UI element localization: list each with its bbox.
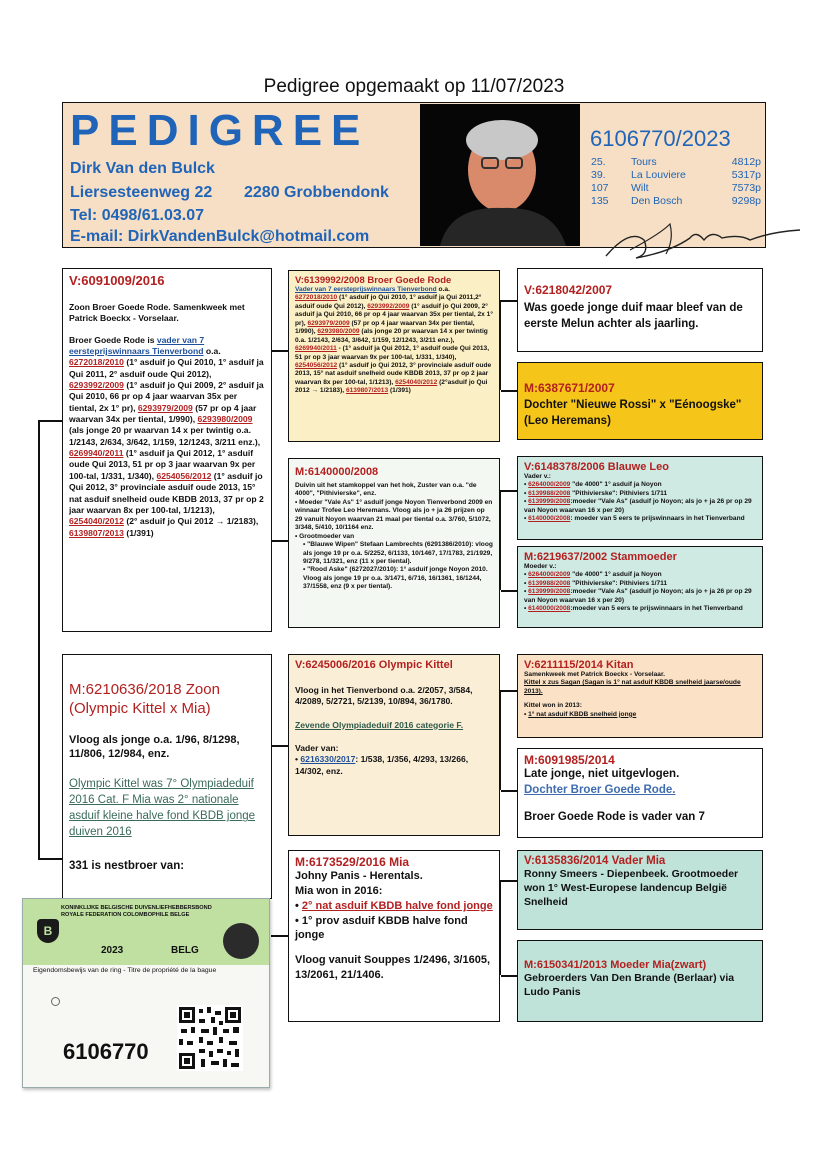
ff-link[interactable]: Vader van 7 eersteprijswinnaars Tienverbond (295, 286, 437, 293)
ffm-title: M:6387671/2007 (524, 381, 615, 395)
result-race: La Louviere (631, 169, 686, 182)
mmm-title: M:6150341/2013 Moeder Mia(zwart) (524, 959, 707, 971)
fm-box (288, 458, 500, 628)
fff-box (517, 268, 763, 352)
ring-link[interactable]: 6272018/2010 (295, 294, 338, 302)
fm-intro: Duivin uit het stamkoppel van het hok, Zuster van o.a. "de 4000", "Pithivierske", enz. (295, 482, 477, 498)
pedigree-logo: PEDIGREE (70, 106, 370, 155)
mmm-text: Gebroerders Van Den Brande (Berlaar) via Ludo Panis (524, 972, 735, 999)
fmm-box (517, 546, 763, 628)
fff-title: V:6218042/2007 (524, 283, 613, 297)
mf-father-of: Vader van: (295, 743, 339, 754)
item-text: :moeder "Vale As" (asduif jo Noyon; als jo + ja 26 pr op 29 van Noyon waarvan 16 x per 20) (524, 498, 752, 514)
ring-link[interactable]: 6272018/2010 (69, 357, 124, 368)
ring-link[interactable]: 6293979/2009 (307, 319, 350, 327)
ring-link[interactable]: 6254040/2012 (395, 378, 438, 386)
ring-link[interactable]: 6269940/2011 (69, 448, 124, 459)
mmm-box (517, 940, 763, 1022)
mmf-title: V:6135836/2014 Vader Mia (524, 855, 666, 867)
ring-link[interactable]: 6293980/2009 (197, 414, 253, 425)
fmf-item: • 6139999/2008:moeder "Vale As" (asduif jo Noyon; als jo + ja 26 pr op 29 van Noyon waarvan 16 x per 20) (524, 498, 752, 514)
card-year: 2023 (101, 945, 124, 956)
mother-link[interactable]: Olympic Kittel was 7° Olympiadeduif 2016 Cat. F Mia was 2° nationale asduif kleine halve fond KBDB jonge duiven 2016 (69, 778, 256, 839)
mm-line: Mia won in 2016: (295, 884, 383, 897)
ring-link[interactable]: 6140000/2008 (528, 605, 571, 613)
result-dist: 5317p (731, 169, 761, 182)
ffm-text: Dochter "Nieuwe Rossi" x "Eénoogske" (Leo Heremans) (524, 399, 742, 427)
mff-box (517, 654, 763, 738)
father-intro: Zoon Broer Goede Rode. Samenkweek met Patrick Boeckx - Vorselaar. (69, 302, 245, 324)
card-seal-icon (223, 923, 259, 959)
mff-link[interactable]: (Sagan is 1° nat asduif KBDB snelheid jaarse/oude 2013). (524, 679, 741, 695)
father-text (69, 335, 265, 539)
item-text: "Pithivierske": Pithiviers 1/711 (570, 579, 668, 587)
ring-text: (1° asduif ja Qui 2012, 1° asduif oude Qui 2013, 51 pr op 3 jaar waarvan 9x per 100-tal, 1/331, 1/340), (69, 448, 256, 481)
mf-olymp[interactable]: Zevende Olympiadeduif 2016 categorie F. (295, 719, 464, 730)
mother-box (62, 654, 272, 899)
result-place: 107 (591, 182, 609, 195)
mother-title: M:6210636/2018 Zoon (Olympic Kittel x Mia) (69, 681, 220, 717)
ring-text: (1° asduif jo Qui 2012, 3° provinciale asduif oude 2013, 15° nat asduif snelheid oude KBDB 2013, 37 pr op 2 jaar waarvan 8x per 100-tal, 1/1213), (295, 361, 492, 386)
fmf-item: • 6264000/2009 "de 4000" 1° asduif ja Noyon (524, 481, 662, 489)
mf-ring: • 6216330/2017: 1/538, 1/356, 4/293, 13/266, 14/302, enz. (295, 754, 469, 776)
connector-line (38, 858, 62, 860)
ring-link[interactable]: 6139988/2008 (528, 579, 571, 587)
ring-text: (1/391) (123, 527, 154, 538)
ring-text: (2°asduif jo Qui 2012 → 1/2183), (295, 378, 488, 395)
fm-bullet: • Moeder "Vale As" 1° asduif jonge Noyon Tienverbond 2009 en winnaar Trofee Leo Heremans. Vloog als jo + ja 26 prijzen op 29 vanuit Noyon waarvan 21 maal per tiental o.a. 3/760, 5/1072, 3/348, 5/410, 10/1164 enz. (295, 498, 493, 532)
result-dist: 7573p (731, 182, 761, 195)
ring-link[interactable]: 6139999/2008 (528, 498, 571, 506)
connector-line (38, 420, 40, 860)
ring-text: (1° asduif jo Qui 2012, 3° provinciale asduif oude 2013, 15° nat asduif snelheid oude KBDB 2013, 37 pr op 2 jaar waarvan 8x per 100-tal, 1/1213), (69, 470, 264, 515)
ring-link[interactable]: 6293992/2009 (367, 302, 410, 310)
fm-title: M:6140000/2008 (295, 466, 379, 478)
card-owner-line: Eigendomsbewijs van de ring - Titre de propriété de la bague (33, 967, 217, 974)
mff-title: V:6211115/2014 Kitan (524, 659, 634, 671)
pigeon-ring-number: 6106770/2023 (590, 126, 731, 151)
result-place: 25. (591, 156, 606, 168)
kbdb-logo-icon: B (37, 919, 59, 943)
ring-link[interactable]: 6140000/2008 (528, 515, 571, 523)
card-number: 6106770 (63, 1039, 149, 1064)
card-hole-icon (51, 997, 60, 1006)
page-title: Pedigree opgemaakt op 11/07/2023 (263, 76, 565, 97)
ring-link[interactable]: 6293980/2009 (317, 328, 360, 336)
ring-card (22, 898, 270, 1088)
ring-link[interactable]: 6254056/2012 (156, 470, 212, 481)
mfm-line: Broer Goede Rode is vader van 7 (524, 811, 705, 824)
fmf-item: • 6140000/2008: moeder van 5 eers te prijswinnaars in het Tienverband (524, 515, 745, 523)
fmm-item: • 6140000/2008:moeder van 5 eers te prijswinnaars in het Tienverband (524, 605, 743, 613)
ring-link[interactable]: 6216330/2017 (300, 754, 356, 765)
ring-text: (1° asduif jo Qui 2009, 2° asduif ja Qui 2010, 66 pr op 4 jaar waarvan 35x per tiental, 2x 1° pr), (69, 380, 264, 413)
fmf-item: • 6139988/2008 "Pithivierske": Pithiviers 1/711 (524, 489, 668, 497)
connector-line (38, 420, 62, 422)
connector-line (501, 390, 517, 392)
mf-flight: Vloog in het Tienverbond o.a. 2/2057, 3/584, 4/2089, 5/2721, 5/2139, 10/894, 36/1780. (295, 685, 473, 707)
ff-text (295, 286, 493, 396)
connector-line (271, 935, 289, 937)
results-table (591, 156, 761, 209)
result-race: Wilt (631, 182, 649, 195)
connector-line (271, 540, 289, 542)
mm-flight: Vloog vanuit Souppes 1/2496, 3/1605, 13/2061, 21/1406. (295, 954, 491, 982)
mff-line: Samenkweek met Patrick Boeckx - Vorselaar. (524, 671, 665, 678)
fmm-item: • 6139999/2008:moeder "Vale As" (asduif jo Noyon; als jo + ja 26 pr op 29 van Noyon waarvan 16 x per 20) (524, 588, 752, 604)
connector-line (501, 590, 517, 592)
ring-text: (als jonge 20 pr waarvan 14 x per twintig o.a. 1/2143, 2/634, 3/642, 1/159, 12/1243, 3/211 enz.), (69, 425, 261, 447)
mother-nest: 331 is nestbroer van: (69, 859, 185, 872)
mm-line: Johny Panis - Herentals. (295, 870, 423, 882)
fm-bullet: • "Blauwe Wipen" Stefaan Lambrechts (6291386/2010): vloog als jonge 19 pr o.a. 5/2252, 6/1133, 10/1467, 17/1783, 21/1929, 9/278, 11/321, enz (11 x per tiental). (303, 541, 493, 565)
ring-link[interactable]: 6264000/2009 (528, 481, 571, 489)
mm-bullet: • 1° prov asduif KBDB halve fond jonge (295, 914, 468, 942)
mother-flight: Vloog als jonge o.a. 1/96, 8/1298, 11/806, 12/984, enz. (69, 733, 240, 761)
ff-title: V:6139992/2008 Broer Goede Rode (295, 275, 452, 286)
signature-icon (600, 210, 806, 266)
result-dist: 9298p (731, 195, 761, 208)
mmf-text: Ronny Smeers - Diepenbeek. Grootmoeder won 1° West-Europese landencup België Snelheid (524, 868, 739, 909)
father-text-end: o.a. (203, 346, 221, 357)
connector-line (501, 790, 517, 792)
card-country: BELG (171, 945, 199, 956)
connector-line (501, 300, 517, 302)
fmm-title: M:6219637/2002 Stammoeder (524, 551, 677, 563)
result-race: Tours (631, 156, 657, 168)
mfm-link[interactable]: Dochter Broer Goede Rode. (524, 783, 676, 796)
ring-text: (2° asduif jo Qui 2012 → 1/2183), (123, 516, 259, 527)
father-box (62, 268, 272, 632)
ring-text: (1/391) (388, 387, 411, 395)
ring-link[interactable]: 6293979/2009 (137, 402, 193, 413)
ring-link[interactable]: 6254040/2012 (69, 516, 124, 527)
fmm-item: • 6139988/2008 "Pithivierske": Pithiviers 1/711 (524, 579, 668, 587)
mfm-line: Late jonge, niet uitgevlogen. (524, 768, 680, 780)
connector-line (501, 880, 517, 882)
mff-link[interactable]: Kittel x zus Sagan (524, 679, 581, 687)
mm-title: M:6173529/2016 Mia (295, 855, 410, 869)
result-place: 135 (591, 195, 609, 208)
father-text-start: Broer Goede Rode is (69, 334, 157, 345)
result-dist: 4812p (731, 156, 761, 168)
ff-box (288, 270, 500, 442)
mm-link[interactable]: 2° nat asduif KBDB halve fond jonge (301, 899, 493, 912)
owner-email: E-mail: DirkVandenBulck@hotmail.com (70, 228, 370, 245)
ring-text: (57 pr op 4 jaar waarvan 34x per tiental, 1/990), (69, 402, 257, 425)
fff-text: Was goede jonge duif maar bleef van de eerste Melun achter als jaarling. (524, 302, 743, 330)
owner-name: Dirk Van den Bulck (70, 160, 215, 177)
ring-text: (1° asduif jo Qui 2010, 1° asduif ja Qui 2011,2° asduif oude Qui 2012), (295, 294, 482, 310)
ring-link[interactable]: 6264000/2009 (528, 571, 571, 579)
ring-text: (1° asduif jo Qui 2009, 2° asduif ja Qui 2010, 66 pr op 4 jaar waarvan 35x per tiental, 2x 1° pr), (295, 302, 493, 327)
mf-box (288, 654, 500, 836)
ring-link[interactable]: 6139988/2008 (528, 489, 571, 497)
mff-won: Kittel won in 2013: (524, 702, 582, 710)
ring-text: (57 pr op 4 jaar waarvan 34x per tiental, 1/990), (295, 319, 475, 336)
item-text: :moeder "Vale As" (asduif jo Noyon; als jo + ja 26 pr op 29 van Noyon waarvan 16 x per 20) (524, 588, 752, 604)
mfm-box (517, 748, 763, 838)
mmf-box (517, 850, 763, 930)
ring-text: (als jonge 20 pr waarvan 14 x per twintig 0.a. 1/2143, 2/634, 3/642, 1/159, 12/1243, 3/211 enz.), (295, 328, 488, 344)
owner-phone: Tel: 0498/61.03.07 (70, 207, 205, 224)
result-place: 39. (591, 169, 606, 182)
father-title: V:6091009/2016 (69, 273, 165, 288)
result-race: Den Bosch (631, 195, 683, 208)
connector-line (501, 690, 517, 692)
ring-link[interactable]: 6293992/2009 (69, 380, 124, 391)
owner-photo (420, 104, 580, 246)
connector-line (271, 350, 289, 352)
ring-text: - (1° asduif ja Qui 2012, 1° asduif oude Qui 2013, 51 pr op 3 jaar waarvan 9x per 100-tal, 1/331, 1/340), (295, 345, 490, 361)
connector-line (271, 745, 289, 747)
ff-sub-end: o.a. (436, 286, 450, 293)
ring-link[interactable]: 6139999/2008 (528, 588, 571, 596)
card-org: ROYALE FEDERATION COLOMBOPHILE BELGE (61, 912, 190, 918)
fmf-box (517, 456, 763, 540)
card-org: KONINKLIJKE BELGISCHE DUIVENLIEFHEBBERSBOND (61, 905, 212, 911)
mff-won-link[interactable]: 1° nat asduif KBDB snelheid jonge (528, 710, 637, 718)
mff-won-item: • 1° nat asduif KBDB snelheid jonge (524, 710, 637, 718)
ring-link[interactable]: 6269940/2011 (295, 345, 337, 353)
ring-link[interactable]: 6139807/2013 (69, 527, 124, 538)
item-text: "de 4000" 1° asduif ja Noyon (570, 571, 662, 579)
owner-street: Liersesteenweg 22 (70, 184, 213, 201)
mf-title: V:6245006/2016 Olympic Kittel (295, 659, 453, 671)
ffm-box (517, 362, 763, 440)
item-text: "de 4000" 1° asduif ja Noyon (570, 481, 662, 489)
fm-bullet: • "Rood Aske" (6272027/2010): 1° asduif jonge Noyon 2010. Vloog als jonge 19 pr o.a. 3/1471, 6/716, 16/1361, 16/1244, 37/1558, enz (9 x per tiental). (303, 566, 488, 591)
item-text: : moeder van 5 eers te prijswinnaars in het Tienverband (570, 515, 745, 523)
mfm-title: M:6091985/2014 (524, 753, 615, 767)
ring-text: (1° asduif jo Qui 2010, 1° asduif ja Qui 2011, 2° asduif oude Qui 2012), (69, 357, 264, 379)
fmf-title: V:6148378/2006 Blauwe Leo (524, 461, 669, 473)
fmm-sub: Moeder v.: (524, 563, 557, 570)
mm-bullet-text: 1° prov asduif KBDB halve fond jonge (295, 914, 468, 942)
father-link[interactable]: vader van 7 eersteprijswinnaars Tienverbond (69, 334, 205, 357)
mm-bullet: • 2° nat asduif KBDB halve fond jonge (295, 899, 493, 912)
ring-text: : 1/538, 1/356, 4/293, 13/266, 14/302, enz. (295, 754, 469, 776)
ring-link[interactable]: 6139807/2013 (345, 387, 389, 395)
ring-link[interactable]: 6254056/2012 (295, 361, 338, 369)
mm-box (288, 850, 500, 1022)
fm-bullet: • Grootmoeder van (295, 532, 355, 540)
qr-code-icon (177, 1005, 243, 1071)
item-text: "Pithivierske": Pithiviers 1/711 (570, 489, 668, 497)
fmf-sub: Vader v.: (524, 473, 551, 480)
owner-city: 2280 Grobbendonk (244, 184, 389, 201)
fmm-item: • 6264000/2009 "de 4000" 1° asduif ja Noyon (524, 571, 662, 579)
connector-line (501, 975, 517, 977)
mff-lineage (524, 679, 756, 696)
item-text: :moeder van 5 eers te prijswinnaars in het Tienverband (570, 605, 743, 613)
connector-line (501, 490, 517, 492)
